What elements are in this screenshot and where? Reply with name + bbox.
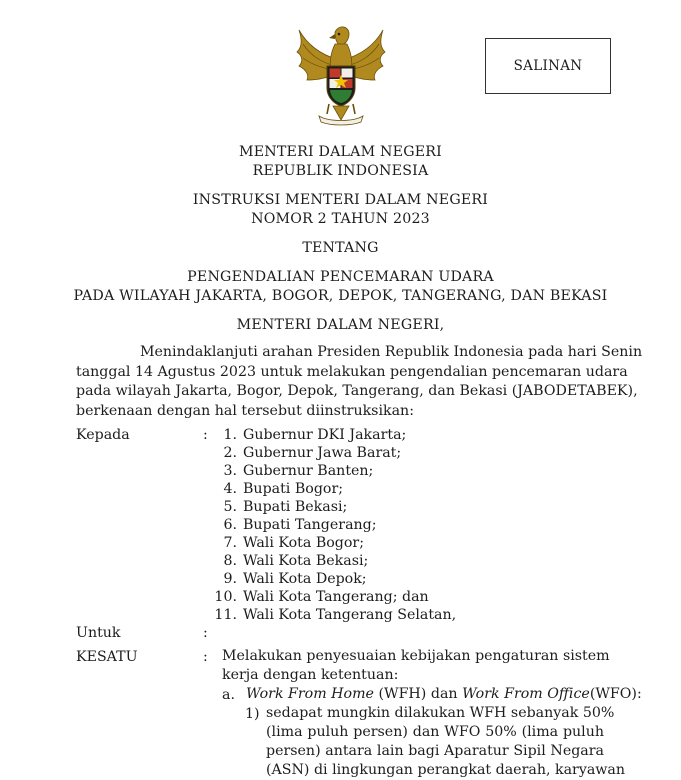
wfh-term: Work From Home	[246, 686, 374, 702]
kesatu-colon: :	[203, 649, 208, 665]
garuda-emblem-icon	[291, 22, 391, 128]
list-item: 10. Wali Kota Tangerang; dan	[214, 589, 429, 605]
list-item: 1. Gubernur DKI Jakarta;	[223, 427, 407, 443]
subject-line1: PENGENDALIAN PENCEMARAN UDARA	[187, 269, 494, 285]
list-item: 3. Gubernur Banten;	[223, 463, 374, 479]
preamble-line: pada wilayah Jakarta, Bogor, Depok, Tangerang, dan Bekasi (JABODETABEK),	[76, 383, 638, 399]
kepada-label: Kepada	[76, 427, 130, 443]
subject-line2: PADA WILAYAH JAKARTA, BOGOR, DEPOK, TANGERANG, DAN BEKASI	[73, 288, 608, 304]
document-number: NOMOR 2 TAHUN 2023	[251, 211, 430, 227]
list-item: 6. Bupati Tangerang;	[223, 517, 377, 533]
preamble-line: tanggal 14 Agustus 2023 untuk melakukan pengendalian pencemaran udara	[76, 363, 628, 380]
sub-item-1-line: (ASN) di lingkungan perangkat daerah, karyawan	[266, 762, 626, 778]
issuer-title: MENTERI DALAM NEGERI,	[236, 317, 445, 333]
wfo-term: Work From Office	[462, 686, 590, 702]
untuk-colon: :	[203, 625, 208, 641]
list-item: 8. Wali Kota Bekasi;	[223, 553, 369, 569]
sub-item-1-line: sedapat mungkin dilakukan WFH sebanyak 50%	[266, 705, 615, 721]
list-item: 4. Bupati Bogor;	[223, 481, 344, 497]
item-a-text	[246, 685, 642, 704]
sub-item-1-line: persen) antara lain bagi Aparatur Sipil Negara	[266, 743, 604, 759]
ministry-title-line1: MENTERI DALAM NEGERI	[239, 144, 442, 160]
ministry-title-line2: REPUBLIK INDONESIA	[252, 163, 429, 179]
list-item: 7. Wali Kota Bogor;	[223, 535, 364, 551]
kesatu-intro	[222, 647, 610, 685]
list-item: 9. Wali Kota Depok;	[223, 571, 367, 587]
wfh-abbr: (WFH)	[378, 686, 427, 702]
sub-item-1-line: (lima puluh persen) dan WFO 50% (lima puluh	[266, 724, 604, 740]
kesatu-label: KESATU	[76, 649, 138, 665]
preamble-line: berkenaan dengan hal tersebut diinstruksikan:	[76, 402, 414, 419]
document-type: INSTRUKSI MENTERI DALAM NEGERI	[192, 192, 489, 208]
list-item: 11. Wali Kota Tangerang Selatan,	[214, 607, 457, 623]
kesatu-intro-line: kerja dengan ketentuan:	[222, 667, 399, 683]
kepada-colon: :	[203, 427, 208, 443]
preamble-line: Menindaklanjuti arahan Presiden Republik Indonesia pada hari Senin	[140, 344, 643, 360]
untuk-label: Untuk	[76, 625, 121, 641]
wfo-abbr: (WFO):	[589, 686, 642, 702]
item-a-and: dan	[430, 686, 458, 702]
list-item: 2. Gubernur Jawa Barat;	[223, 445, 402, 461]
salinan-label: SALINAN	[513, 58, 583, 74]
kesatu-intro-line: Melakukan penyesuaian kebijakan pengaturan sistem	[222, 648, 610, 664]
list-item: 5. Bupati Bekasi;	[223, 499, 348, 515]
salinan-stamp	[485, 38, 611, 94]
preamble-paragraph	[76, 343, 643, 421]
tentang-heading: TENTANG	[302, 240, 379, 256]
item-a-marker: a.	[222, 687, 235, 703]
sub-item-1-marker: 1)	[245, 706, 260, 722]
sub-item-1-text	[266, 704, 626, 780]
